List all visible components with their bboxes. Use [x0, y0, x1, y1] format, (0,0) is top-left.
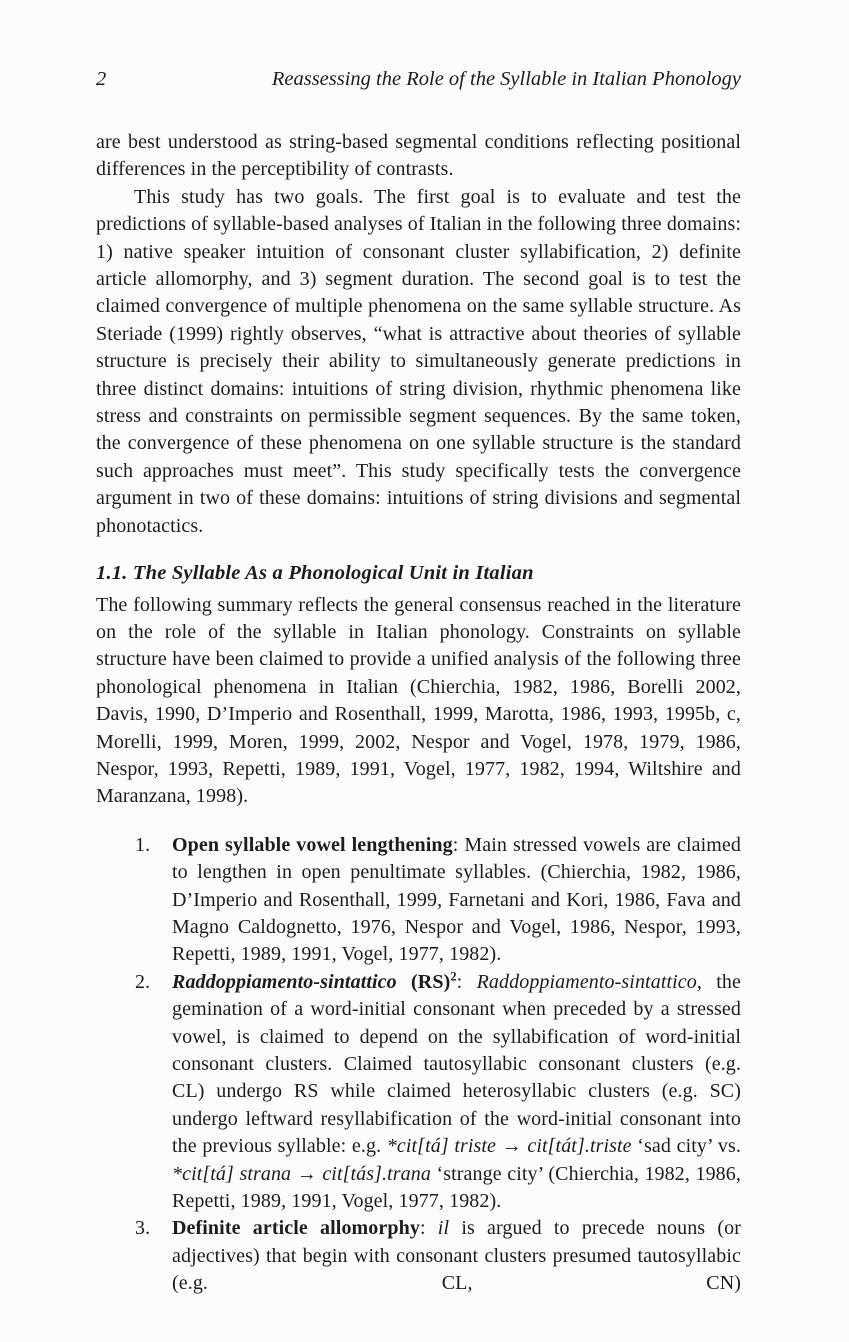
paragraph-study-goals: This study has two goals. The first goal is to evaluate and test the predictions of syllable-based analyses of Italian in the following three domains: 1) native speaker intuition of consonant cluster syllabification, 2) definite article allomorphy, and 3) segment duration. The second goal is to test the claimed convergence of multiple phenomena on the same syllable structure. As Steriade (1999) rightly observes, “what is attractive about theories of syllable structure is precisely their ability to simultaneously generate predictions in three distinct domains: intuitions of string division, rhythmic phenomena like stress and constraints on permissible segment sequences. By the same token, the convergence of these phenomena on one syllable structure is the standard such approaches must meet”. This study specifically tests the convergence argument in two of these domains: intuitions of string divisions and segmental phonotactics. — [96, 185, 741, 537]
text-segment: il — [437, 1217, 450, 1240]
text-segment: , the gemination of a word-initial consonant when preceded by a stressed vowel, is claimed to depend on the syllabification of word-initial consonant clusters. Claimed tautosyllabic consonant clusters (e.g. CL) undergo RS while claimed heterosyllabic clusters (e.g. SC) undergo leftward resyllabification of the word-initial consonant into the previous syllable: e.g. — [172, 970, 742, 1158]
text-segment: (RS) — [396, 970, 451, 993]
list-item — [96, 969, 741, 1216]
text-segment: Definite article allomorphy — [172, 1217, 420, 1240]
text-segment: ‘sad city’ vs. — [631, 1135, 741, 1158]
paragraph-continuation: are best understood as string-based segmental conditions reflecting positional differences in the perceptibility of contrasts. — [96, 131, 741, 181]
list-item — [96, 1215, 741, 1297]
list-item-text — [172, 969, 741, 1216]
text-segment: cit[tás].trana — [322, 1162, 431, 1185]
text-segment: Raddoppiamento-sintattico — [172, 970, 397, 993]
list-item-number: 2. — [135, 970, 151, 993]
list-item-text — [172, 832, 741, 969]
page-number: 2 — [96, 68, 107, 90]
section-heading: 1.1. The Syllable As a Phonological Unit in Italian — [96, 562, 534, 585]
list-item-number: 1. — [135, 833, 151, 856]
list-item — [96, 832, 741, 969]
numbered-list — [96, 832, 741, 1298]
text-segment: → — [291, 1162, 323, 1185]
paragraph-literature-summary: The following summary reflects the general consensus reached in the literature on the role of the syllable in Italian phonology. Constraints on syllable structure have been claimed to provide a unified analysis of the following three phonological phenomena in Italian (Chierchia, 1982, 1986, Borelli 2002, Davis, 1990, D’Imperio and Rosenthall, 1999, Marotta, 1986, 1993, 1995b, c, Morelli, 1999, Moren, 1999, 2002, Nespor and Vogel, 1978, 1979, 1986, Nespor, 1993, Repetti, 1989, 1991, Vogel, 1977, 1982, 1994, Wiltshire and Maranzana, 1998). — [96, 593, 741, 808]
text-segment: *cit[tá] strana — [172, 1162, 292, 1185]
page-body — [96, 129, 741, 1298]
text-segment: → — [496, 1135, 528, 1158]
text-segment: ‘strange city’ (Chierchia, 1982, 1986, Repetti, 1989, 1991, Vogel, 1977, 1982). — [172, 1162, 741, 1213]
list-item-number: 3. — [135, 1217, 151, 1240]
text-segment: : Main stressed vowels are claimed to lengthen in open penultimate syllables. (Chierchia, 1982, 1986, D’Imperio and Rosenthall, 1999, Farnetani and Kori, 1986, Fava and Magno Caldognetto, 1976, Nespor and Vogel, 1986, Nespor, 1993, Repetti, 1989, 1991, Vogel, 1977, 1982). — [172, 833, 741, 966]
text-segment: is argued to precede nouns (or adjectives) that begin with consonant clusters presumed tautosyllabic (e.g. CL, CN) — [172, 1217, 741, 1295]
text-segment: Raddoppiamento-sintattico — [476, 970, 697, 993]
text-segment: : — [419, 1217, 438, 1240]
text-segment: *cit[tá] triste — [386, 1135, 497, 1158]
page-header — [96, 66, 741, 93]
list-item-text — [172, 1215, 741, 1297]
text-segment: Open syllable vowel lengthening — [172, 833, 453, 856]
text-segment: : — [456, 970, 477, 993]
running-title: Reassessing the Role of the Syllable in Italian Phonology — [271, 68, 741, 90]
text-segment: cit[tát].triste — [527, 1135, 632, 1158]
text-segment: 2 — [450, 969, 457, 984]
